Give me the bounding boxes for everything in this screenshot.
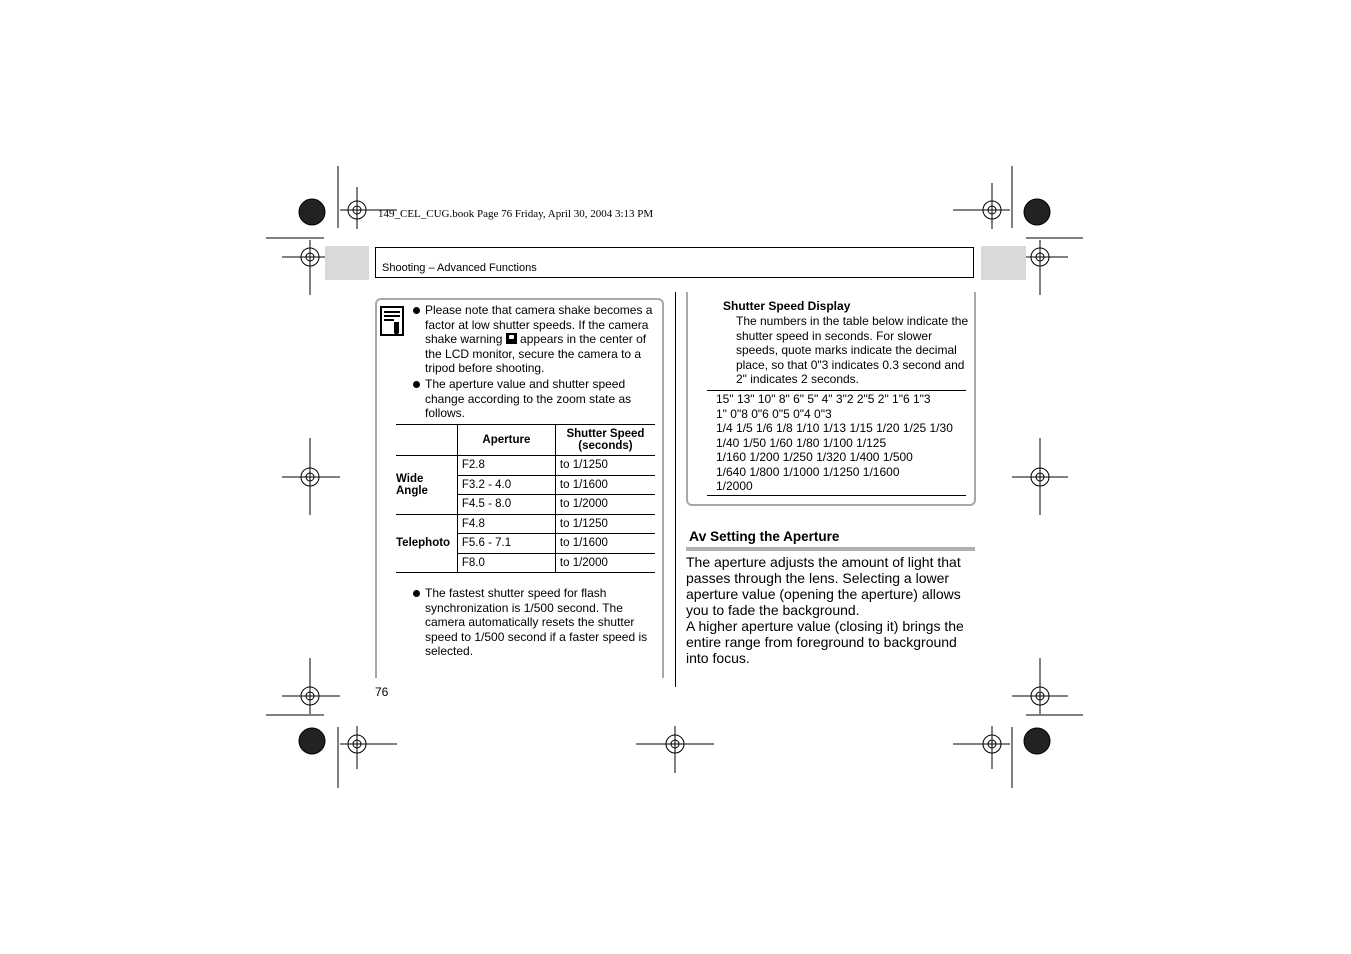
shutter-speed-description: The numbers in the table below indicate the shutter speed in seconds. For slower speeds, quote marks indicate the decimal place, so that 0"3 indicates 0.3 second and 2" indicates 2 seconds. bbox=[736, 314, 969, 387]
divider bbox=[707, 495, 966, 496]
divider bbox=[707, 390, 966, 391]
section-heading bbox=[689, 528, 839, 544]
column-divider bbox=[675, 292, 676, 687]
aperture-table bbox=[396, 424, 655, 573]
paragraph: The aperture adjusts the amount of light that passes through the lens. Selecting a lower aperture value (opening the aperture) allows you to fade the background. bbox=[686, 554, 961, 618]
shutter-speed-line: 1/640 1/800 1/1000 1/1250 1/1600 bbox=[716, 464, 900, 479]
section-heading-title: Setting the Aperture bbox=[710, 529, 840, 544]
shutter-speed-line: 1/40 1/50 1/60 1/80 1/100 1/125 bbox=[716, 435, 887, 450]
shutter-speed-title: Shutter Speed Display bbox=[723, 299, 851, 313]
table-header-cell: Aperture bbox=[457, 425, 555, 456]
table-group-label: Wide Angle bbox=[396, 456, 457, 515]
section-body bbox=[686, 554, 978, 666]
note-bullets bbox=[411, 303, 656, 422]
note-icon bbox=[380, 306, 404, 336]
shutter-speed-line: 1/2000 bbox=[716, 479, 753, 493]
table-cell: to 1/2000 bbox=[555, 495, 655, 515]
list-item: Please note that camera shake becomes a factor at low shutter speeds. If the camera shake warning appears in the center of the LCD monitor, secure the camera to a tripod before shooting. bbox=[411, 303, 656, 376]
note-bullets-continued bbox=[411, 586, 656, 660]
table-cell: F4.5 - 8.0 bbox=[457, 495, 555, 515]
table-group-label: Telephoto bbox=[396, 514, 457, 573]
shutter-speed-line: 1/160 1/200 1/250 1/320 1/400 1/500 bbox=[716, 450, 913, 464]
table-cell: F3.2 - 4.0 bbox=[457, 475, 555, 495]
section-rule bbox=[686, 547, 975, 551]
paragraph: A higher aperture value (closing it) brings the entire range from foreground to background into focus. bbox=[686, 618, 964, 666]
table-header-row bbox=[396, 425, 655, 456]
table-cell: F5.6 - 7.1 bbox=[457, 534, 555, 554]
table-cell: to 1/2000 bbox=[555, 553, 655, 573]
shutter-speed-line: 1/4 1/5 1/6 1/8 1/10 1/13 1/15 1/20 1/25 1/30 bbox=[716, 421, 953, 435]
running-header bbox=[375, 247, 974, 278]
page-tab-left bbox=[325, 246, 369, 280]
file-info: 149_CEL_CUG.book Page 76 Friday, April 30, 2004 3:13 PM bbox=[378, 208, 654, 220]
table-cell: F2.8 bbox=[457, 456, 555, 476]
list-item: The aperture value and shutter speed change according to the zoom state as follows. bbox=[411, 377, 656, 421]
table-cell: F8.0 bbox=[457, 553, 555, 573]
table-cell: to 1/1600 bbox=[555, 475, 655, 495]
page-tab-right bbox=[981, 246, 1026, 280]
table-row bbox=[396, 514, 655, 534]
table-header-cell: Shutter Speed (seconds) bbox=[555, 425, 655, 456]
table-cell: to 1/1250 bbox=[555, 456, 655, 476]
av-mode-icon: Av bbox=[689, 528, 707, 544]
page-number: 76 bbox=[375, 685, 389, 699]
camera-shake-warning-icon bbox=[506, 333, 517, 344]
list-item: The fastest shutter speed for flash synchronization is 1/500 second. The camera automatically resets the shutter speed to 1/500 second if a faster speed is selected. bbox=[411, 586, 656, 659]
table-cell: to 1/1250 bbox=[555, 514, 655, 534]
table-row bbox=[396, 456, 655, 476]
table-cell: to 1/1600 bbox=[555, 534, 655, 554]
shutter-speed-values bbox=[716, 392, 974, 494]
table-cell: F4.8 bbox=[457, 514, 555, 534]
table-header-cell bbox=[396, 425, 457, 456]
shutter-speed-line: 1" 0"8 0"6 0"5 0"4 0"3 bbox=[716, 406, 832, 421]
shutter-speed-line: 15" 13" 10" 8" 6" 5" 4" 3"2 2"5 2" 1"6 1"3 bbox=[716, 392, 931, 406]
section-title: Shooting – Advanced Functions bbox=[382, 262, 537, 274]
